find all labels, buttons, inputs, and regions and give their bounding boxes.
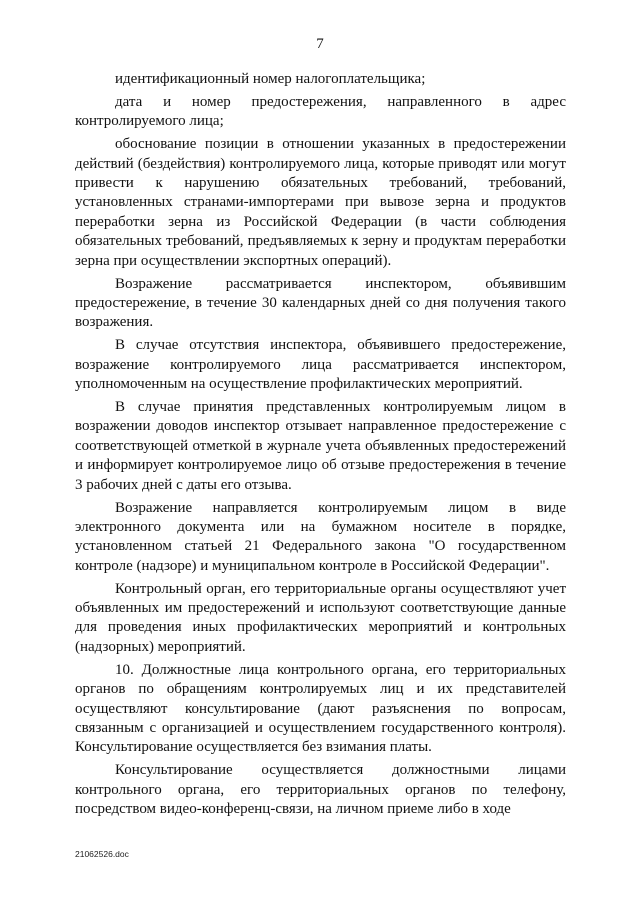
paragraph-justification: обоснование позиции в отношении указанных в предостережении действий (бездействия) контролируемого лица, которые приводят или могут привести к нарушению обязательных требований, требований, установленных странами-импортерами при вывозе зерна и продуктов переработки зерна из Российской Федерации (в части соблюдения обязательных требований, предъявляемых к зерну и продуктам переработки зерна при осуществлении экспортных операций). — [75, 136, 566, 269]
paragraph-objection-submission: Возражение направляется контролируемым лицом в виде электронного документа или на бумажном носителе в порядке, установленном статьей 21 Федерального закона "О государственном контроле (надзоре) и муниципальном контроле в Российской Федерации". — [75, 499, 566, 574]
paragraph-consulting: 10. Должностные лица контрольного органа, его территориальных органов по обращениям контролируемых лиц и их представителей осуществляют консультирование (дают разъяснения по вопросам, связанным с организацией и осуществлением государственного контроля). Консультирование осуществляется без взимания платы. — [75, 661, 566, 756]
paragraph-objection-review: Возражение рассматривается инспектором, объявившим предостережение, в течение 30 календарных дней со дня получения такого возражения. — [75, 275, 566, 331]
paragraph-warning-date: дата и номер предостережения, направленного в адрес контролируемого лица; — [75, 93, 566, 130]
document-body — [75, 70, 566, 823]
paragraph-warnings-accounting: Контрольный орган, его территориальные органы осуществляют учет объявленных им предостережений и используют соответствующие данные для проведения иных профилактических мероприятий и контрольных (надзорных) мероприятий. — [75, 580, 566, 655]
page-number: 7 — [316, 36, 324, 52]
paragraph-warning-withdrawal: В случае принятия представленных контролируемым лицом в возражении доводов инспектор отзывает направленное предостережение с соответствующей отметкой в журнале учета объявленных предостережений и информирует контролируемое лицо об отзыве предостережения в течение 3 рабочих дней с даты его отзыва. — [75, 399, 566, 493]
paragraph-consulting-methods: Консультирование осуществляется должностными лицами контрольного органа, его территориальных органов по телефону, посредством видео-конференц-связи, на личном приеме либо в ходе — [75, 762, 566, 818]
paragraph-inn: идентификационный номер налогоплательщика; — [115, 71, 426, 87]
paragraph-inspector-absence: В случае отсутствия инспектора, объявившего предостережение, возражение контролируемого лица рассматривается инспектором, уполномоченным на осуществление профилактических мероприятий. — [75, 337, 566, 393]
footer-file-code: 21062526.doc — [75, 849, 129, 859]
